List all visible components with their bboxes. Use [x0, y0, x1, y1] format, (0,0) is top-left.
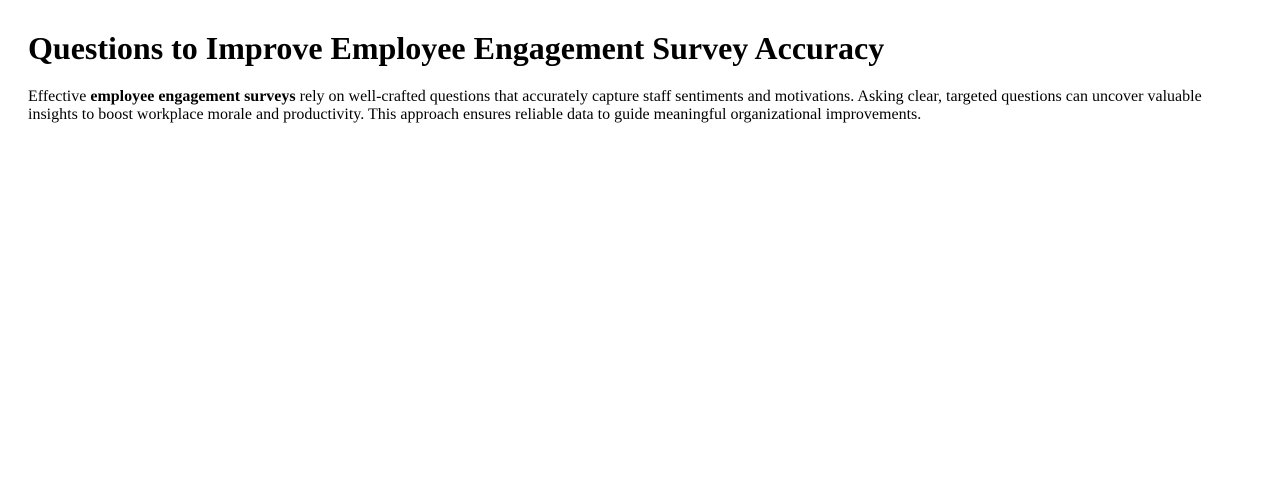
intro-paragraph	[28, 88, 1218, 124]
intro-lead-text: Effective	[28, 88, 91, 105]
page-title: Questions to Improve Employee Engagement Survey Accuracy	[28, 30, 885, 66]
intro-rest-text: rely on well-crafted questions that accurately capture staff sentiments and motivations. Asking clear, targeted questions can uncover valuable insights to boost workplace morale and productivity. This approach ensures reliable data to guide meaningful organizational improvements.	[28, 88, 1202, 123]
intro-emphasis-text: employee engagement surveys	[90, 88, 296, 105]
